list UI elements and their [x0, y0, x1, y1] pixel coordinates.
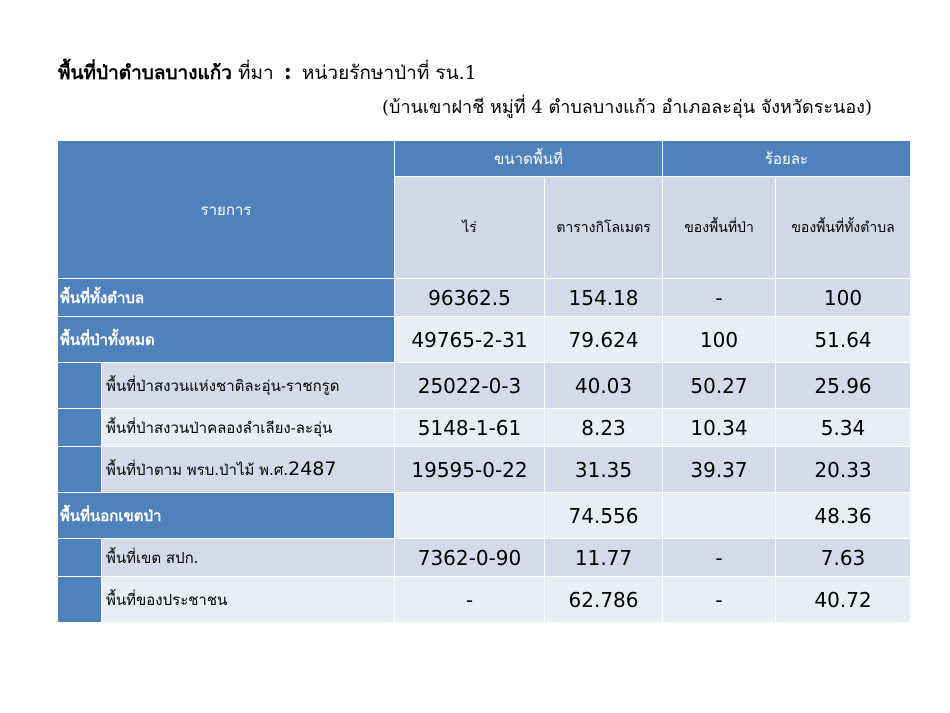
- row-label: พื้นที่ป่าสงวนแห่งชาติละอุ่น-ราชกรูด: [102, 363, 395, 409]
- table-row: [58, 577, 911, 623]
- cell-percent-subdistrict: 51.64: [776, 317, 911, 363]
- row-label-year: 2487: [288, 457, 337, 480]
- cell-percent-subdistrict: 5.34: [776, 409, 911, 447]
- title-colon: :: [283, 59, 292, 85]
- cell-rai: 49765-2-31: [395, 317, 545, 363]
- header-of-subdistrict: ของพื้นที่ทั้งตำบล: [776, 177, 911, 279]
- cell-rai: 25022-0-3: [395, 363, 545, 409]
- row-label: พื้นที่ป่าสงวนป่าคลองลำเลียง-ละอุ่น: [102, 409, 395, 447]
- cell-percent-subdistrict: 48.36: [776, 493, 911, 539]
- header-sqkm: ตารางกิโลเมตร: [545, 177, 663, 279]
- table-row: [58, 317, 911, 363]
- cell-sqkm: 40.03: [545, 363, 663, 409]
- cell-rai: 19595-0-22: [395, 447, 545, 493]
- cell-rai: -: [395, 577, 545, 623]
- header-rai: ไร่: [395, 177, 545, 279]
- cell-sqkm: 62.786: [545, 577, 663, 623]
- cell-percent-forest: 10.34: [663, 409, 776, 447]
- header-of-forest: ของพื้นที่ป่า: [663, 177, 776, 279]
- indent-marker: [58, 577, 102, 623]
- cell-percent-subdistrict: 100: [776, 279, 911, 317]
- cell-percent-subdistrict: 20.33: [776, 447, 911, 493]
- table-row: [58, 363, 911, 409]
- title-source: หน่วยรักษาป่าที่ รน.1: [301, 62, 477, 84]
- cell-percent-forest: 50.27: [663, 363, 776, 409]
- indent-marker: [58, 539, 102, 577]
- table-row: [58, 493, 911, 539]
- cell-percent-forest: [663, 493, 776, 539]
- cell-sqkm: 74.556: [545, 493, 663, 539]
- title-source-label: ที่มา: [237, 62, 274, 84]
- cell-sqkm: 8.23: [545, 409, 663, 447]
- cell-rai: 7362-0-90: [395, 539, 545, 577]
- cell-rai: 5148-1-61: [395, 409, 545, 447]
- header-items: รายการ: [58, 141, 395, 279]
- document-subtitle: (บ้านเขาฝาชี หมู่ที่ 4 ตำบลบางแก้ว อำเภอละอุ่น จังหวัดระนอง): [382, 97, 872, 118]
- cell-sqkm: 11.77: [545, 539, 663, 577]
- cell-percent-forest: -: [663, 577, 776, 623]
- cell-percent-subdistrict: 25.96: [776, 363, 911, 409]
- cell-sqkm: 31.35: [545, 447, 663, 493]
- indent-marker: [58, 409, 102, 447]
- document-title: [58, 58, 477, 88]
- row-label: พื้นที่นอกเขตป่า: [58, 493, 395, 539]
- cell-percent-forest: 39.37: [663, 447, 776, 493]
- row-label: พื้นที่ทั้งตำบล: [58, 279, 395, 317]
- cell-rai: 96362.5: [395, 279, 545, 317]
- row-label: พื้นที่เขต สปก.: [102, 539, 395, 577]
- row-label-text: พื้นที่ป่าตาม พรบ.ป่าไม้ พ.ศ.: [106, 460, 289, 479]
- header-size: ขนาดพื้นที่: [395, 141, 663, 177]
- cell-percent-forest: 100: [663, 317, 776, 363]
- cell-percent-forest: -: [663, 279, 776, 317]
- cell-percent-forest: -: [663, 539, 776, 577]
- row-label: [102, 447, 395, 493]
- table-row: [58, 539, 911, 577]
- cell-percent-subdistrict: 7.63: [776, 539, 911, 577]
- cell-sqkm: 79.624: [545, 317, 663, 363]
- cell-rai: [395, 493, 545, 539]
- header-percent: ร้อยละ: [663, 141, 911, 177]
- forest-area-table: [57, 140, 911, 623]
- table-row: [58, 409, 911, 447]
- title-main: พื้นที่ป่าตำบลบางแก้ว: [58, 62, 232, 84]
- cell-sqkm: 154.18: [545, 279, 663, 317]
- indent-marker: [58, 363, 102, 409]
- row-label: พื้นที่ป่าทั้งหมด: [58, 317, 395, 363]
- row-label: พื้นที่ของประชาชน: [102, 577, 395, 623]
- table-row: [58, 279, 911, 317]
- table-row: [58, 447, 911, 493]
- indent-marker: [58, 447, 102, 493]
- cell-percent-subdistrict: 40.72: [776, 577, 911, 623]
